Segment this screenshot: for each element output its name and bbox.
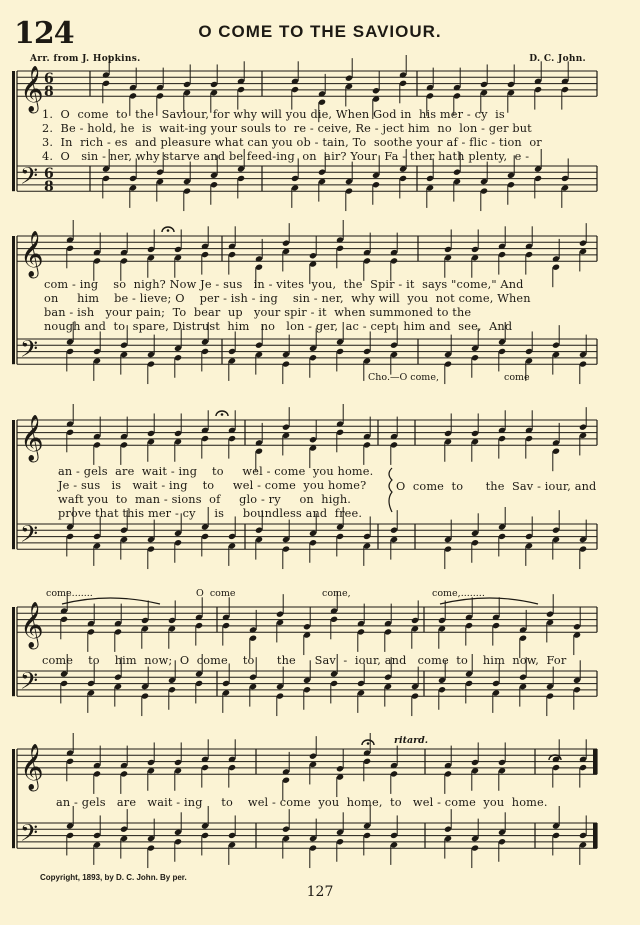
lyric-verse-3-line-2: ban - ish your pain; To bear up your spir - it when summoned to the [44,306,472,319]
fermata-dot [554,757,557,760]
marking-o-come: O come [196,588,236,599]
bass-clef: 𝄢 [20,335,39,368]
chorus-come: come [504,372,530,383]
marking-come-dots-2: come,........ [432,588,485,599]
system-bracket-3 [12,420,15,549]
system-bracket-4 [12,607,15,696]
bass-clef: 𝄢 [20,819,39,852]
verse-brace [389,468,392,512]
bass-clef: 𝄢 [20,667,39,700]
lyric-verse-3-line-3: waft you to man - sions of glo - ry on high. [58,493,352,506]
bass-clef: 𝄢 [20,520,39,553]
time-sig-treble-top: 6 [44,71,54,87]
final-barline-treble [593,749,597,775]
ritard-marking: ritard. [394,735,429,746]
page-number: 127 [306,884,334,900]
chorus-words: O come to the Sav - iour, and [396,480,597,493]
time-sig-bass-bottom: 8 [44,179,54,195]
lyric-verse-2-line-2: on him be - lieve; O per - ish - ing sin - ner, why will you not come, When [44,292,531,305]
system-bracket-5 [12,749,15,848]
fermata-dot [167,229,170,232]
system-bracket-1 [12,71,15,191]
time-sig-treble-bottom: 8 [44,84,54,100]
composer-credit: D. C. John. [529,54,586,64]
lyric-verse-4-line-3: prove that this mer - cy is boundless and free. [58,507,363,520]
lyric-verse-3-line-1: 3. In rich - es and pleasure what can you ob - tain, To soothe your af - flic - tion or [42,136,542,149]
lyric-verse-4-line-1: 4. O sin - ner, why starve and be feed-ing on air? Your Fa - ther hath plenty, e - [42,150,530,163]
marking-come-dots: come....... [46,588,93,599]
hymn-title: O COME TO THE SAVIOUR. [198,22,442,41]
chorus-marking: Cho.—O come, [368,372,439,383]
time-sig-bass-top: 6 [44,166,54,182]
arranger-credit: Arr. from J. Hopkins. [30,54,141,64]
lyric-verse-1-line-2: com - ing so nigh? Now Je - sus in - vites you, the Spir - it says "come," And [44,278,524,291]
final-barline-bass [593,823,597,849]
fermata-dot [367,742,370,745]
treble-clef: 𝄞 [20,415,44,462]
lyric-verse-2-line-1: 2. Be - hold, he is wait-ing your souls to re - ceive, Re - ject him no lon - ger but [42,122,532,135]
marking-come: come, [322,588,351,599]
treble-clef: 𝄞 [20,66,44,113]
lyric-chorus-line-2: an - gels are wait - ing to wel - come you home, to wel - come you home. [56,796,548,809]
lyric-verse-1-line-3: an - gels are wait - ing to wel - come you home. [58,465,374,478]
lyric-chorus-line-1: come to him now; O come to the Sav - iour, and come to him now, For [42,654,567,667]
treble-clef: 𝄞 [20,602,44,649]
lyric-verse-4-line-2: nough and to spare, Distrust him no lon - ger, ac - cept him and see, And [44,320,513,333]
lyric-verse-2-line-3: Je - sus is wait - ing to wel - come you home? [58,479,367,492]
copyright-notice: Copyright, 1893, by D. C. John. By per. [40,873,187,882]
treble-clef: 𝄞 [20,231,44,278]
bass-clef: 𝄢 [20,162,39,195]
fermata-dot [221,413,224,416]
treble-clef: 𝄞 [20,744,44,791]
lyric-verse-1-line-1: 1. O come to the Saviour, for why will you die, When God in his mer - cy is [42,108,505,121]
system-bracket-2 [12,236,15,364]
hymn-number: 124 [14,16,74,51]
